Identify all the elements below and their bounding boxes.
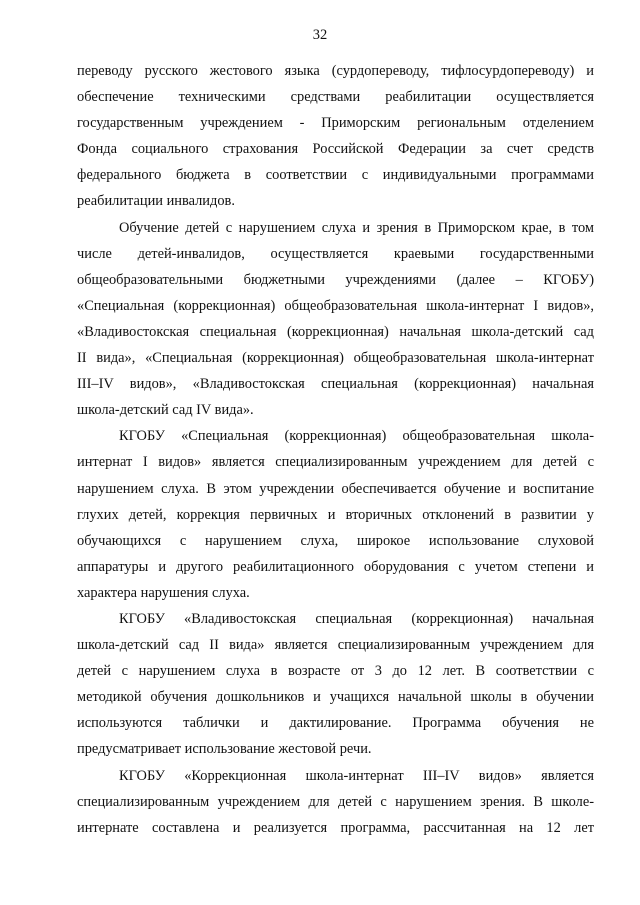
text-line: обеспечение техническими средствами реабилитации осуществляется [77, 89, 594, 106]
page-number: 32 [312, 27, 328, 43]
text-line: КГОБУ «Коррекционная школа-интернат III–IV видов» является [119, 767, 594, 784]
text-line: специализированным учреждением для детей с нарушением зрения. В школе- [77, 793, 594, 810]
text-line: III–IV видов», «Владивостокская специальная (коррекционная) начальная [77, 376, 594, 393]
paragraph [77, 606, 594, 763]
text-line: общеобразовательными бюджетными учреждениями (далее – КГОБУ) [77, 271, 594, 288]
text-line: интернат I видов» является специализированным учреждением для детей с [77, 454, 594, 471]
text-line: детей с нарушением слуха в возрасте от 3 до 12 лет. В соответствии с [77, 663, 594, 680]
text-line: используются таблички и дактилирование. Программа обучения не [77, 715, 594, 732]
text-line: обучающихся с нарушением слуха, широкое использование слуховой [77, 532, 594, 549]
text-line: государственным учреждением - Приморским региональным отделением [77, 115, 594, 132]
text-line: федерального бюджета в соответствии с индивидуальными программами [77, 167, 594, 184]
text-line: «Владивостокская специальная (коррекционная) начальная школа-детский сад [77, 323, 594, 340]
text-line: числе детей-инвалидов, осуществляется краевыми государственными [77, 245, 594, 262]
text-line: интернате составлена и реализуется программа, рассчитанная на 12 лет [77, 819, 594, 836]
text-line: методикой обучения дошкольников и учащихся начальной школы в обучении [77, 689, 594, 706]
document-body [77, 58, 594, 841]
text-line: аппаратуры и другого реабилитационного оборудования с учетом степени и [77, 558, 594, 575]
text-line: глухих детей, коррекция первичных и вторичных отклонений в развитии у [77, 506, 594, 523]
text-line: школа-детский сад IV вида». [77, 402, 254, 419]
text-line: предусматривает использование жестовой речи. [77, 741, 372, 758]
paragraph [77, 763, 594, 841]
text-line: реабилитации инвалидов. [77, 193, 235, 210]
paragraph [77, 215, 594, 424]
text-line: нарушением слуха. В этом учреждении обеспечивается обучение и воспитание [77, 480, 594, 497]
paragraph [77, 423, 594, 606]
text-line: школа-детский сад II вида» является специализированным учреждением для [77, 637, 594, 654]
text-line: КГОБУ «Владивостокская специальная (коррекционная) начальная [119, 610, 594, 627]
text-line: характера нарушения слуха. [77, 584, 250, 601]
text-line: II вида», «Специальная (коррекционная) общеобразовательная школа-интернат [77, 350, 594, 367]
paragraph [77, 58, 594, 215]
text-line: КГОБУ «Специальная (коррекционная) общеобразовательная школа- [119, 428, 594, 445]
text-line: «Специальная (коррекционная) общеобразовательная школа-интернат I видов», [77, 297, 594, 314]
text-line: переводу русского жестового языка (сурдопереводу, тифлосурдопереводу) и [77, 63, 594, 79]
text-line: Фонда социального страхования Российской Федерации за счет средств [77, 141, 594, 158]
text-line: Обучение детей с нарушением слуха и зрения в Приморском крае, в том [119, 219, 594, 236]
